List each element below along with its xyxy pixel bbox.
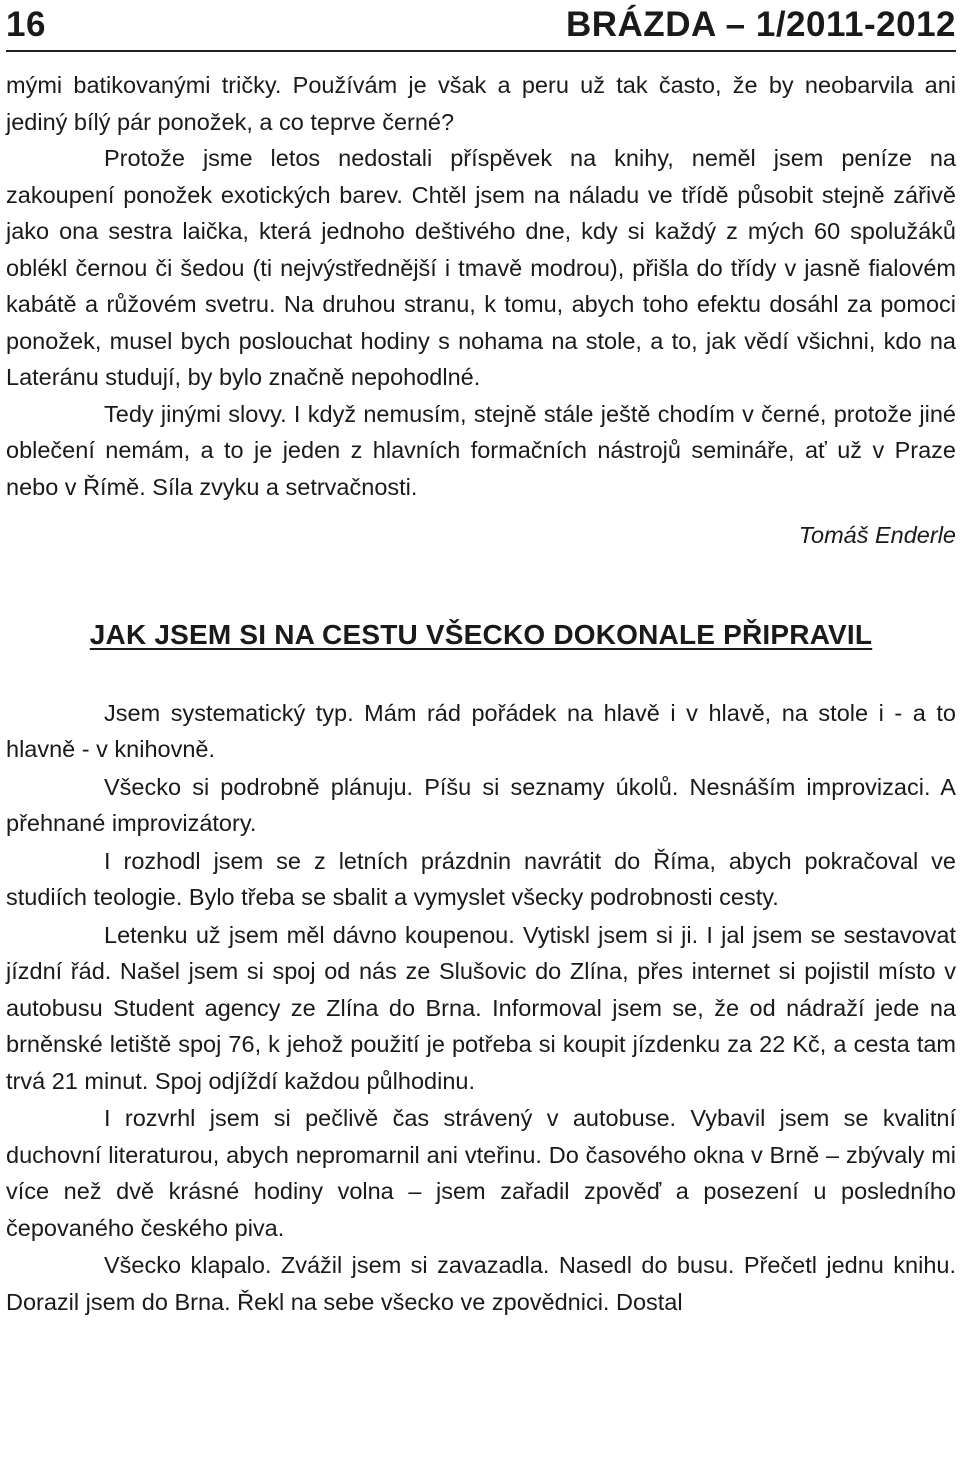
paragraph: Všecko klapalo. Zvážil jsem si zavazadla. Nasedl do busu. Přečetl jednu knihu. Dorazil jsem do Brna. Řekl na sebe všecko ve zpovědnici. Dostal xyxy=(6,1252,956,1315)
magazine-page xyxy=(6,0,956,1321)
page-number: 16 xyxy=(6,5,46,44)
paragraph: I rozvrhl jsem si pečlivě čas strávený v autobuse. Vybavil jsem se kvalitní duchovní literaturou, abych nepromarnil ani vteřinu. Do časového okna v Brně – zbývaly mi více než dvě krásné hodiny volna – jsem zařadil zpověď a posezení u posledního čepovaného českého piva. xyxy=(6,1105,956,1241)
article-title: JAK JSEM SI NA CESTU VŠECKO DOKONALE PŘIPRAVIL xyxy=(89,618,873,650)
page-header xyxy=(6,0,956,52)
magazine-title: BRÁZDA – 1/2011-2012 xyxy=(565,5,956,44)
author-signature: Tomáš Enderle xyxy=(798,522,956,548)
paragraph: Tedy jinými slovy. I když nemusím, stejně stále ještě chodím v černé, protože jiné oblečení nemám, a to je jeden z hlavních formačních nástrojů semináře, ať už v Praze nebo v Římě. Síla zvyku a setrvačnosti. xyxy=(6,400,956,500)
paragraph: mými batikovanými tričky. Používám je však a peru už tak často, že by neobarvila ani jediný bílý pár ponožek, a co teprve černé? xyxy=(6,72,956,135)
paragraph: Protože jsme letos nedostali příspěvek na knihy, neměl jsem peníze na zakoupení ponožek exotických barev. Chtěl jsem na náladu ve třídě působit stejně zářivě jako ona sestra laička, která jednoho deštivého dne, kdy si každý z mých 60 spolužáků oblékl černou či šedou (ti nejvýstřednější i tmavě modrou), přišla do třídy v jasně fialovém kabátě a růžovém svetru. Na druhou stranu, k tomu, abych toho efektu dosáhl za pomoci ponožek, musel bych poslouchat hodiny s nohama na stole, a to, jak vědí všichni, kdo na Lateránu studují, by bylo značně nepohodlné. xyxy=(6,145,956,390)
paragraph: Jsem systematický typ. Mám rád pořádek na hlavě i v hlavě, na stole i - a to hlavně - v knihovně. xyxy=(6,699,956,762)
paragraph: Letenku už jsem měl dávno koupenou. Vytiskl jsem si ji. I jal jsem se sestavovat jízdní řád. Našel jsem si spoj od nás ze Slušovic do Zlína, přes internet si pojistil místo v autobusu Student agency ze Zlína do Brna. Informoval jsem se, že od nádraží jede na brněnské letiště spoj 76, k jehož použití je potřeba si koupit jízdenku za 22 Kč, a cesta tam trvá 21 minut. Spoj odjíždí každou půlhodinu. xyxy=(6,921,956,1094)
article-continuation xyxy=(6,67,956,505)
paragraph: Všecko si podrobně plánuju. Píšu si seznamy úkolů. Nesnáším improvizaci. A přehnané improvizátory. xyxy=(6,773,956,836)
article-body xyxy=(6,695,956,1321)
paragraph: I rozhodl jsem se z letních prázdnin navrátit do Říma, abych pokračoval ve studiích teologie. Bylo třeba se sbalit a vymyslet všecky podrobnosti cesty. xyxy=(6,847,956,910)
